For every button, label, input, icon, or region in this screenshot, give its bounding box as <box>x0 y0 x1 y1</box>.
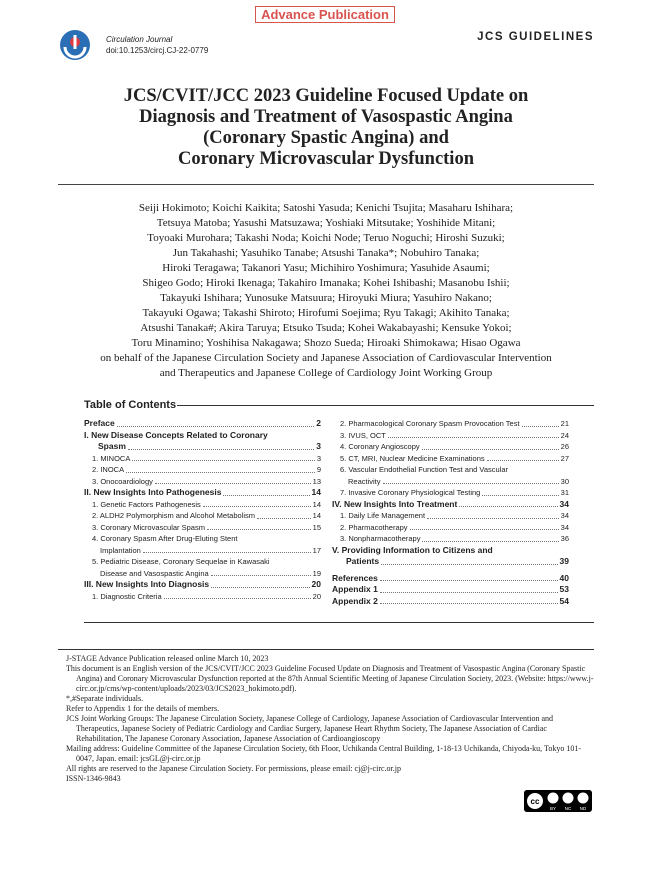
toc-heading: Table of Contents <box>84 399 177 411</box>
toc-entry[interactable] <box>332 453 569 465</box>
toc-leader-dots <box>410 529 559 530</box>
toc-entry-label: 3. IVUS, OCT <box>340 430 386 440</box>
toc-leader-dots <box>128 449 314 450</box>
toc-entry[interactable] <box>84 591 321 603</box>
toc-page-number: 14 <box>312 499 321 509</box>
toc-leader-dots <box>459 506 557 507</box>
footnote: This document is an English version of the JCS/CVIT/JCC 2023 Guideline Focused Update on Diagnosis and Treatment of Vasospastic Angina (Coronary Spastic Angina) and Coronary Microvascular Dysfunction reported at the 87th Annual Scientific Meeting of Japanese Circulation Society, 2023. (Website: https://www.j-circ.or.jp/cms/wp-content/uploads/2023/03/JCS2023_hokimoto.pdf). <box>66 664 594 693</box>
toc-page-number: 15 <box>312 522 321 532</box>
title-line: Coronary Microvascular Dysfunction <box>178 149 474 169</box>
toc-entry[interactable] <box>332 418 569 430</box>
title-line: Diagnosis and Treatment of Vasospastic Angina <box>139 107 513 127</box>
toc-leader-dots <box>155 483 311 484</box>
toc-page-number: 53 <box>559 584 569 594</box>
toc-leader-dots <box>422 449 559 450</box>
toc-entry[interactable] <box>332 487 569 499</box>
toc-heading-rule <box>177 405 594 406</box>
toc-entry-label: 4. Coronary Spasm After Drug-Eluting Stent <box>92 534 238 543</box>
author-line: Shigeo Godo; Hiroki Ikenaga; Takahiro Imanaka; Kohei Ishibashi; Masanobu Ishii; <box>142 277 510 289</box>
toc-page-number: 34 <box>560 511 569 520</box>
toc-page-number: 30 <box>560 476 569 486</box>
journal-logo-icon <box>59 29 91 61</box>
toc-entry-label: 2. ALDH2 Polymorphism and Alcohol Metabolism <box>92 511 255 520</box>
toc-leader-dots <box>207 529 311 530</box>
footnote: ISSN-1346-9843 <box>66 774 121 783</box>
toc-page-number: 26 <box>560 442 569 451</box>
license-label: ND <box>579 806 587 811</box>
author-line: Atsushi Tanaka#; Akira Taruya; Etsuko Tsuda; Kohei Wakabayashi; Kensuke Yokoi; <box>140 322 512 334</box>
svg-text:cc: cc <box>530 797 540 806</box>
toc-page-number: 21 <box>560 419 569 428</box>
toc-page-number: 39 <box>559 556 569 566</box>
toc-page-number: 54 <box>559 595 569 606</box>
license-label: NC <box>564 806 572 811</box>
toc-leader-dots <box>380 592 558 593</box>
toc-entry-label: Preface <box>84 418 115 428</box>
toc-leader-dots <box>117 426 315 427</box>
author-line: and Therapeutics and Japanese College of Cardiology Joint Working Group <box>159 367 493 379</box>
toc-entry[interactable] <box>84 499 321 511</box>
toc-page-number: 34 <box>560 522 569 532</box>
toc-column-left <box>84 418 321 602</box>
toc-leader-dots <box>211 575 311 576</box>
toc-page-number: 14 <box>312 511 321 520</box>
series-label: JCS GUIDELINES <box>477 31 594 43</box>
toc-page-number: 3 <box>316 453 321 463</box>
toc-entry-continuation: Spasm <box>98 441 126 451</box>
toc-entry-label: 3. Onocoardiology <box>92 476 153 486</box>
toc-leader-dots <box>132 460 314 461</box>
toc-leader-dots <box>143 552 311 553</box>
toc-leader-dots <box>380 603 558 604</box>
toc-leader-dots <box>223 495 309 496</box>
toc-entry-continuation: Implantation <box>100 545 141 555</box>
toc-entry[interactable] <box>84 568 321 580</box>
toc-entry-label: 1. Daily Life Management <box>340 511 426 520</box>
toc-entry[interactable] <box>332 476 569 488</box>
toc-entry-label: 1. MINOCA <box>92 453 131 463</box>
author-line: Toru Minamino; Yoshihisa Nakagawa; Shozo Sueda; Hiroaki Shimokawa; Hisao Ogawa <box>131 337 521 349</box>
toc-entry-label: 4. Coronary Angioscopy <box>340 442 420 451</box>
toc-entry-label: References <box>332 572 378 583</box>
toc-entry[interactable] <box>84 579 321 591</box>
toc-entry[interactable] <box>332 596 569 608</box>
toc-entry-label: Appendix 2 <box>332 595 378 606</box>
toc-leader-dots <box>126 472 315 473</box>
footnote: JCS Joint Working Groups: The Japanese Circulation Society, Japanese College of Cardiology, Japanese Association of Cardiovascular Intervention and Therapeutics, Japanese Society of Pediatric Cardiology and Cardiac Surgery, Japanese Heart Rhythm Society, The Japanese Association of Cardiac Rehabilitation, The Japanese Coronary Association, Japanese Association of Cardioangioscopy <box>66 714 554 743</box>
author-line: Jun Takahashi; Yasuhiko Tanabe; Atsushi Tanaka*; Nobuhiro Tanaka; <box>172 247 480 259</box>
toc-entry[interactable] <box>84 487 321 499</box>
title-line: JCS/CVIT/JCC 2023 Guideline Focused Update on <box>123 86 529 106</box>
toc-page-number: 2 <box>316 418 321 428</box>
toc-entry-label: 2. Pharmacological Coronary Spasm Provocation Test <box>340 419 520 428</box>
toc-entry-label: 7. Invasive Coronary Physiological Testing <box>340 488 481 497</box>
license-label: BY <box>549 806 557 811</box>
toc-entry[interactable] <box>332 510 569 522</box>
toc-leader-dots <box>422 541 558 542</box>
author-line: Tetsuya Matoba; Yasushi Matsuzawa; Yoshiaki Mitsutake; Yoshihide Mitani; <box>156 217 496 229</box>
footnotes <box>66 654 594 784</box>
toc-page-number: 27 <box>560 453 569 463</box>
toc-entry-label: 3. Coronary Microvascular Spasm <box>92 522 205 532</box>
toc-entry-label: III. New Insights Into Diagnosis <box>84 579 210 589</box>
journal-name: Circulation Journal <box>106 35 173 44</box>
author-list <box>58 201 594 381</box>
toc-entry-label: 3. Nonpharmacotherapy <box>340 534 421 543</box>
toc-page-number: 31 <box>560 488 569 497</box>
toc-entry-continuation: Patients <box>346 556 380 566</box>
toc-entry[interactable] <box>84 453 321 465</box>
toc-entry[interactable] <box>84 476 321 488</box>
toc-page-number: 3 <box>316 441 321 451</box>
toc-entry[interactable] <box>332 533 569 545</box>
toc-page-number: 19 <box>312 568 321 578</box>
toc-leader-dots <box>388 437 559 438</box>
toc-page-number: 20 <box>311 579 321 589</box>
toc-entry[interactable] <box>332 584 569 596</box>
footnote: Mailing address: Guideline Committee of the Japanese Circulation Society, 6th Floor, Uchikanda Central Building, 1-18-13 Uchikanda, Chiyoda-ku, Tokyo 101-0047, Japan. email: jcsGL@j-circ.or.jp <box>66 744 582 763</box>
toc-leader-dots <box>487 460 559 461</box>
toc-entry-label: 1. Genetic Factors Pathogenesis <box>92 499 201 509</box>
toc-page-number: 14 <box>311 487 321 497</box>
toc-entry[interactable] <box>332 499 569 511</box>
toc-column-right <box>332 418 569 607</box>
toc-page-number: 13 <box>312 476 321 486</box>
creative-commons-license-icon[interactable] <box>524 790 592 812</box>
toc-entry-label: Appendix 1 <box>332 584 378 594</box>
toc-bottom-rule <box>84 622 594 623</box>
toc-entry[interactable] <box>332 522 569 534</box>
toc-leader-dots <box>203 506 311 507</box>
toc-page-number: 40 <box>559 572 569 583</box>
title-line: (Coronary Spastic Angina) and <box>203 128 449 148</box>
footnote: J-STAGE Advance Publication released online March 10, 2023 <box>66 654 269 663</box>
toc-entry-label: V. Providing Information to Citizens and <box>332 544 493 555</box>
doi-text[interactable]: doi:10.1253/circj.CJ-22-0779 <box>106 46 209 55</box>
toc-entry[interactable] <box>332 573 569 585</box>
toc-entry-continuation: Disease and Vasospastic Angina <box>100 568 209 578</box>
footnote-divider <box>58 649 594 650</box>
toc-entry-label: I. New Disease Concepts Related to Coronary <box>84 429 268 440</box>
footnote: Refer to Appendix 1 for the details of members. <box>66 704 220 713</box>
author-line: Hiroki Teragawa; Takanori Yasu; Michihiro Yoshimura; Yasuhide Asaumi; <box>162 262 490 274</box>
document-title <box>58 86 594 170</box>
toc-entry-continuation: Reactivity <box>348 476 381 486</box>
toc-page-number: 17 <box>312 545 321 555</box>
author-line: Seiji Hokimoto; Koichi Kaikita; Satoshi Yasuda; Kenichi Tsujita; Masaharu Ishihara; <box>138 202 514 214</box>
author-line: Takayuki Ogawa; Takashi Shiroto; Hirofumi Soejima; Ryu Takagi; Akihito Tanaka; <box>142 307 510 319</box>
toc-page-number: 24 <box>560 430 569 440</box>
toc-leader-dots <box>257 518 311 519</box>
toc-entry[interactable] <box>84 441 321 453</box>
title-divider <box>58 184 594 185</box>
toc-entry-label: 5. CT, MRI, Nuclear Medicine Examinations <box>340 453 485 463</box>
toc-entry-label: 2. INOCA <box>92 465 125 474</box>
toc-entry-label: 6. Vascular Endothelial Function Test and Vascular <box>340 465 509 474</box>
toc-page-number: 36 <box>560 534 569 543</box>
toc-entry-label: IV. New Insights Into Treatment <box>332 498 458 509</box>
toc-entry[interactable] <box>332 430 569 442</box>
toc-entry[interactable] <box>84 545 321 557</box>
toc-entry[interactable] <box>84 510 321 522</box>
footnote: All rights are reserved to the Japanese Circulation Society. For permissions, please email: cj@j-circ.or.jp <box>66 764 401 773</box>
toc-leader-dots <box>380 580 558 581</box>
toc-leader-dots <box>381 564 557 565</box>
toc-leader-dots <box>522 426 559 427</box>
advance-publication-banner: Advance Publication <box>255 6 395 23</box>
toc-leader-dots <box>211 587 309 588</box>
toc-entry-label: II. New Insights Into Pathogenesis <box>84 487 222 497</box>
toc-page-number: 9 <box>316 465 321 474</box>
author-line: Takayuki Ishihara; Yunosuke Matsuura; Hiroyuki Miura; Yasuhiro Nakano; <box>160 292 492 304</box>
toc-leader-dots <box>383 483 559 484</box>
toc-entry[interactable] <box>332 441 569 453</box>
toc-entry-label: 1. Diagnostic Criteria <box>92 591 162 601</box>
author-line: Toyoaki Murohara; Takashi Noda; Koichi Node; Teruo Noguchi; Hiroshi Suzuki; <box>147 232 505 244</box>
toc-entry[interactable] <box>84 418 321 430</box>
toc-entry-label: 2. Pharmacotherapy <box>340 522 408 532</box>
toc-entry-label: 5. Pediatric Disease, Coronary Sequelae in Kawasaki <box>92 557 270 566</box>
toc-entry[interactable] <box>84 464 321 476</box>
toc-page-number: 34 <box>559 498 569 509</box>
toc-page-number: 20 <box>312 591 321 601</box>
toc-leader-dots <box>482 495 558 496</box>
author-line: on behalf of the Japanese Circulation Society and Japanese Association of Cardiovascular Intervention <box>100 352 552 364</box>
toc-leader-dots <box>427 518 559 519</box>
footnote: *,#Separate individuals. <box>66 694 144 703</box>
toc-entry[interactable] <box>84 522 321 534</box>
toc-entry[interactable] <box>332 556 569 568</box>
toc-leader-dots <box>164 598 311 599</box>
